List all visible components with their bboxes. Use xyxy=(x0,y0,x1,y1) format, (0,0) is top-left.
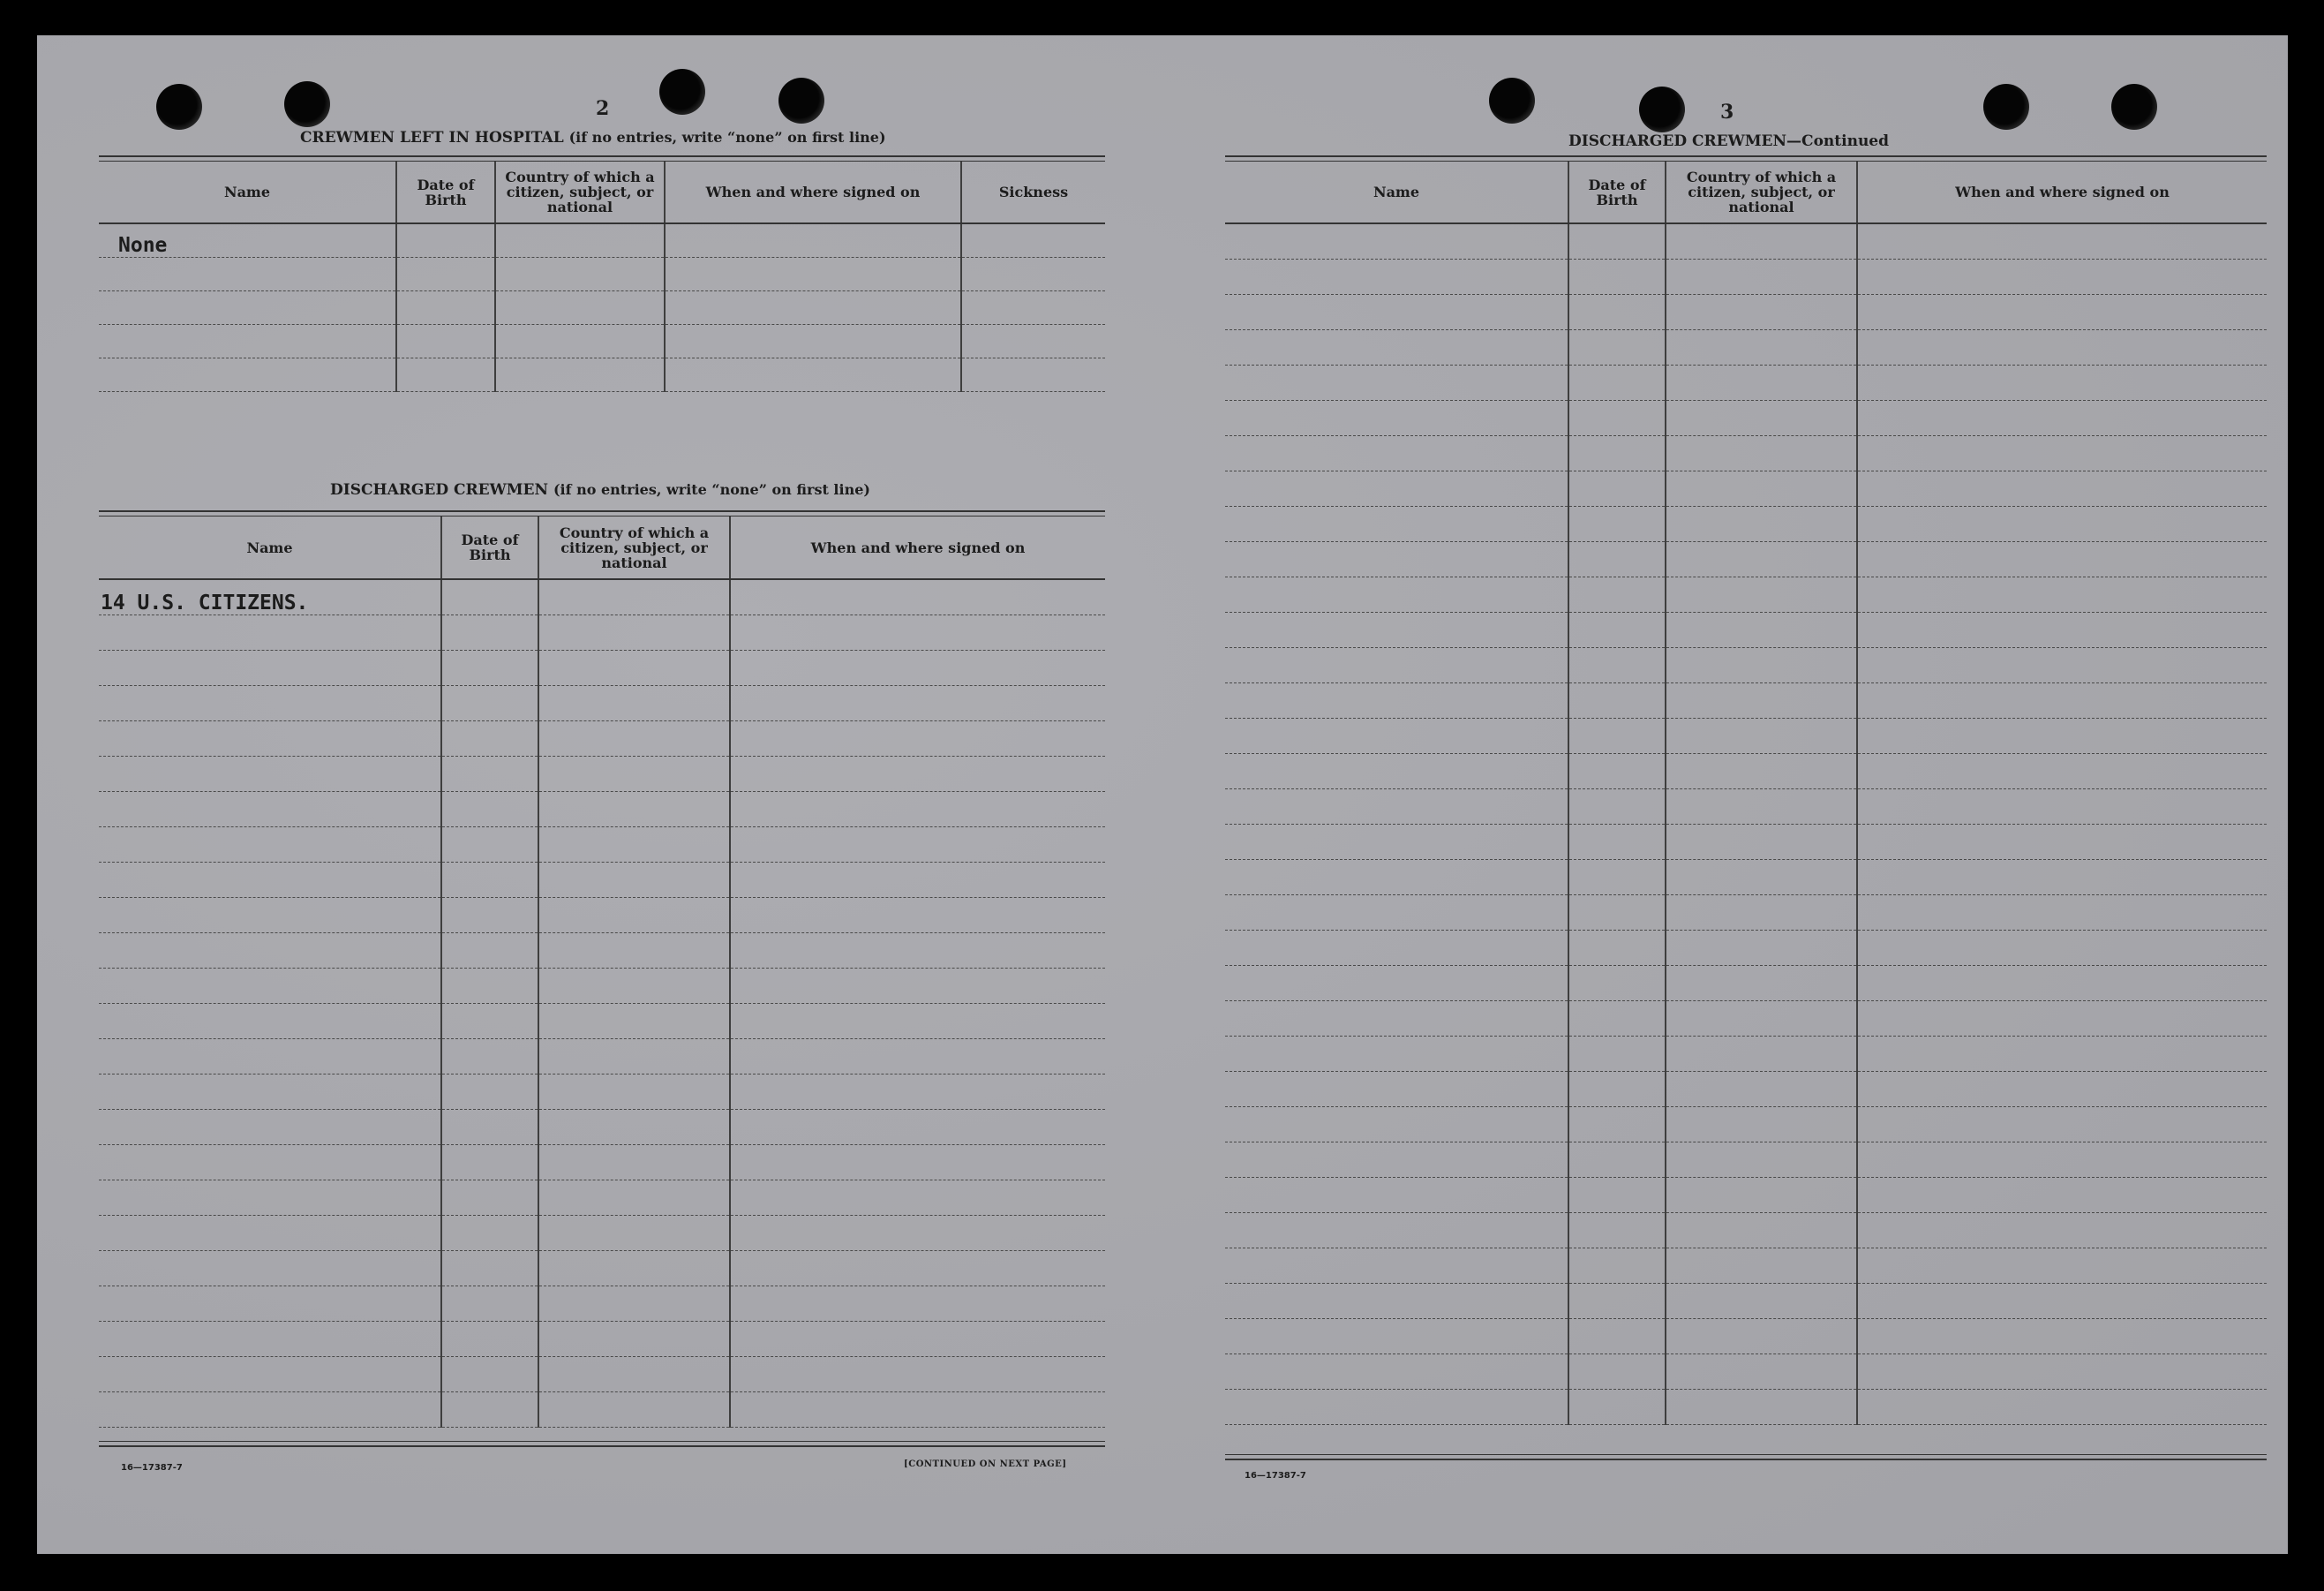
form-number: 16—17387-7 xyxy=(121,1463,183,1473)
col-name: Name xyxy=(99,517,441,579)
discharged-instruction: (if no entries, write “none” on first line) xyxy=(553,481,870,498)
col-date-of-birth: Date of Birth xyxy=(396,162,495,223)
discharged-continued-title: DISCHARGED CREWMEN—Continued xyxy=(1568,132,1890,150)
col-country: Country of which a citizen, subject, or national xyxy=(538,517,730,579)
punch-hole xyxy=(1983,84,2029,130)
col-date-of-birth: Date of Birth xyxy=(441,517,538,579)
punch-hole xyxy=(778,78,824,124)
punch-hole xyxy=(156,84,202,130)
discharged-table xyxy=(99,517,1105,1428)
col-country: Country of which a citizen, subject, or national xyxy=(495,162,665,223)
col-signed-on: When and where signed on xyxy=(665,162,961,223)
col-name: Name xyxy=(99,162,396,223)
manifest-sheet xyxy=(37,35,2288,1554)
table-bottom-rule xyxy=(1225,1454,2267,1460)
discharged-first-entry: 14 U.S. CITIZENS. xyxy=(99,579,441,615)
col-signed-on: When and where signed on xyxy=(730,517,1105,579)
col-date-of-birth: Date of Birth xyxy=(1568,162,1666,223)
col-sickness: Sickness xyxy=(961,162,1105,223)
punch-hole xyxy=(659,69,705,115)
page-number: 2 xyxy=(596,97,610,120)
table-top-rule xyxy=(1225,155,2267,162)
discharged-continued-table xyxy=(1225,162,2267,1425)
punch-hole xyxy=(1639,87,1685,132)
hospital-first-entry: None xyxy=(99,223,396,257)
col-name: Name xyxy=(1225,162,1568,223)
punch-hole xyxy=(1489,78,1535,124)
table-top-rule xyxy=(99,155,1105,162)
continued-note: [CONTINUED ON NEXT PAGE] xyxy=(904,1459,1067,1469)
discharged-section-title xyxy=(330,481,870,499)
table-bottom-rule xyxy=(99,1441,1105,1447)
discharged-title: DISCHARGED CREWMEN xyxy=(330,481,549,499)
punch-hole xyxy=(2111,84,2157,130)
hospital-section-title xyxy=(300,129,886,147)
hospital-title: CREWMEN LEFT IN HOSPITAL xyxy=(300,129,564,147)
punch-hole xyxy=(284,81,330,127)
col-country: Country of which a citizen, subject, or national xyxy=(1666,162,1857,223)
col-signed-on: When and where signed on xyxy=(1857,162,2267,223)
table-top-rule xyxy=(99,510,1105,517)
page-number: 3 xyxy=(1720,101,1734,124)
hospital-table xyxy=(99,162,1105,392)
hospital-instruction: (if no entries, write “none” on first line) xyxy=(568,129,886,146)
form-number: 16—17387-7 xyxy=(1245,1471,1306,1481)
